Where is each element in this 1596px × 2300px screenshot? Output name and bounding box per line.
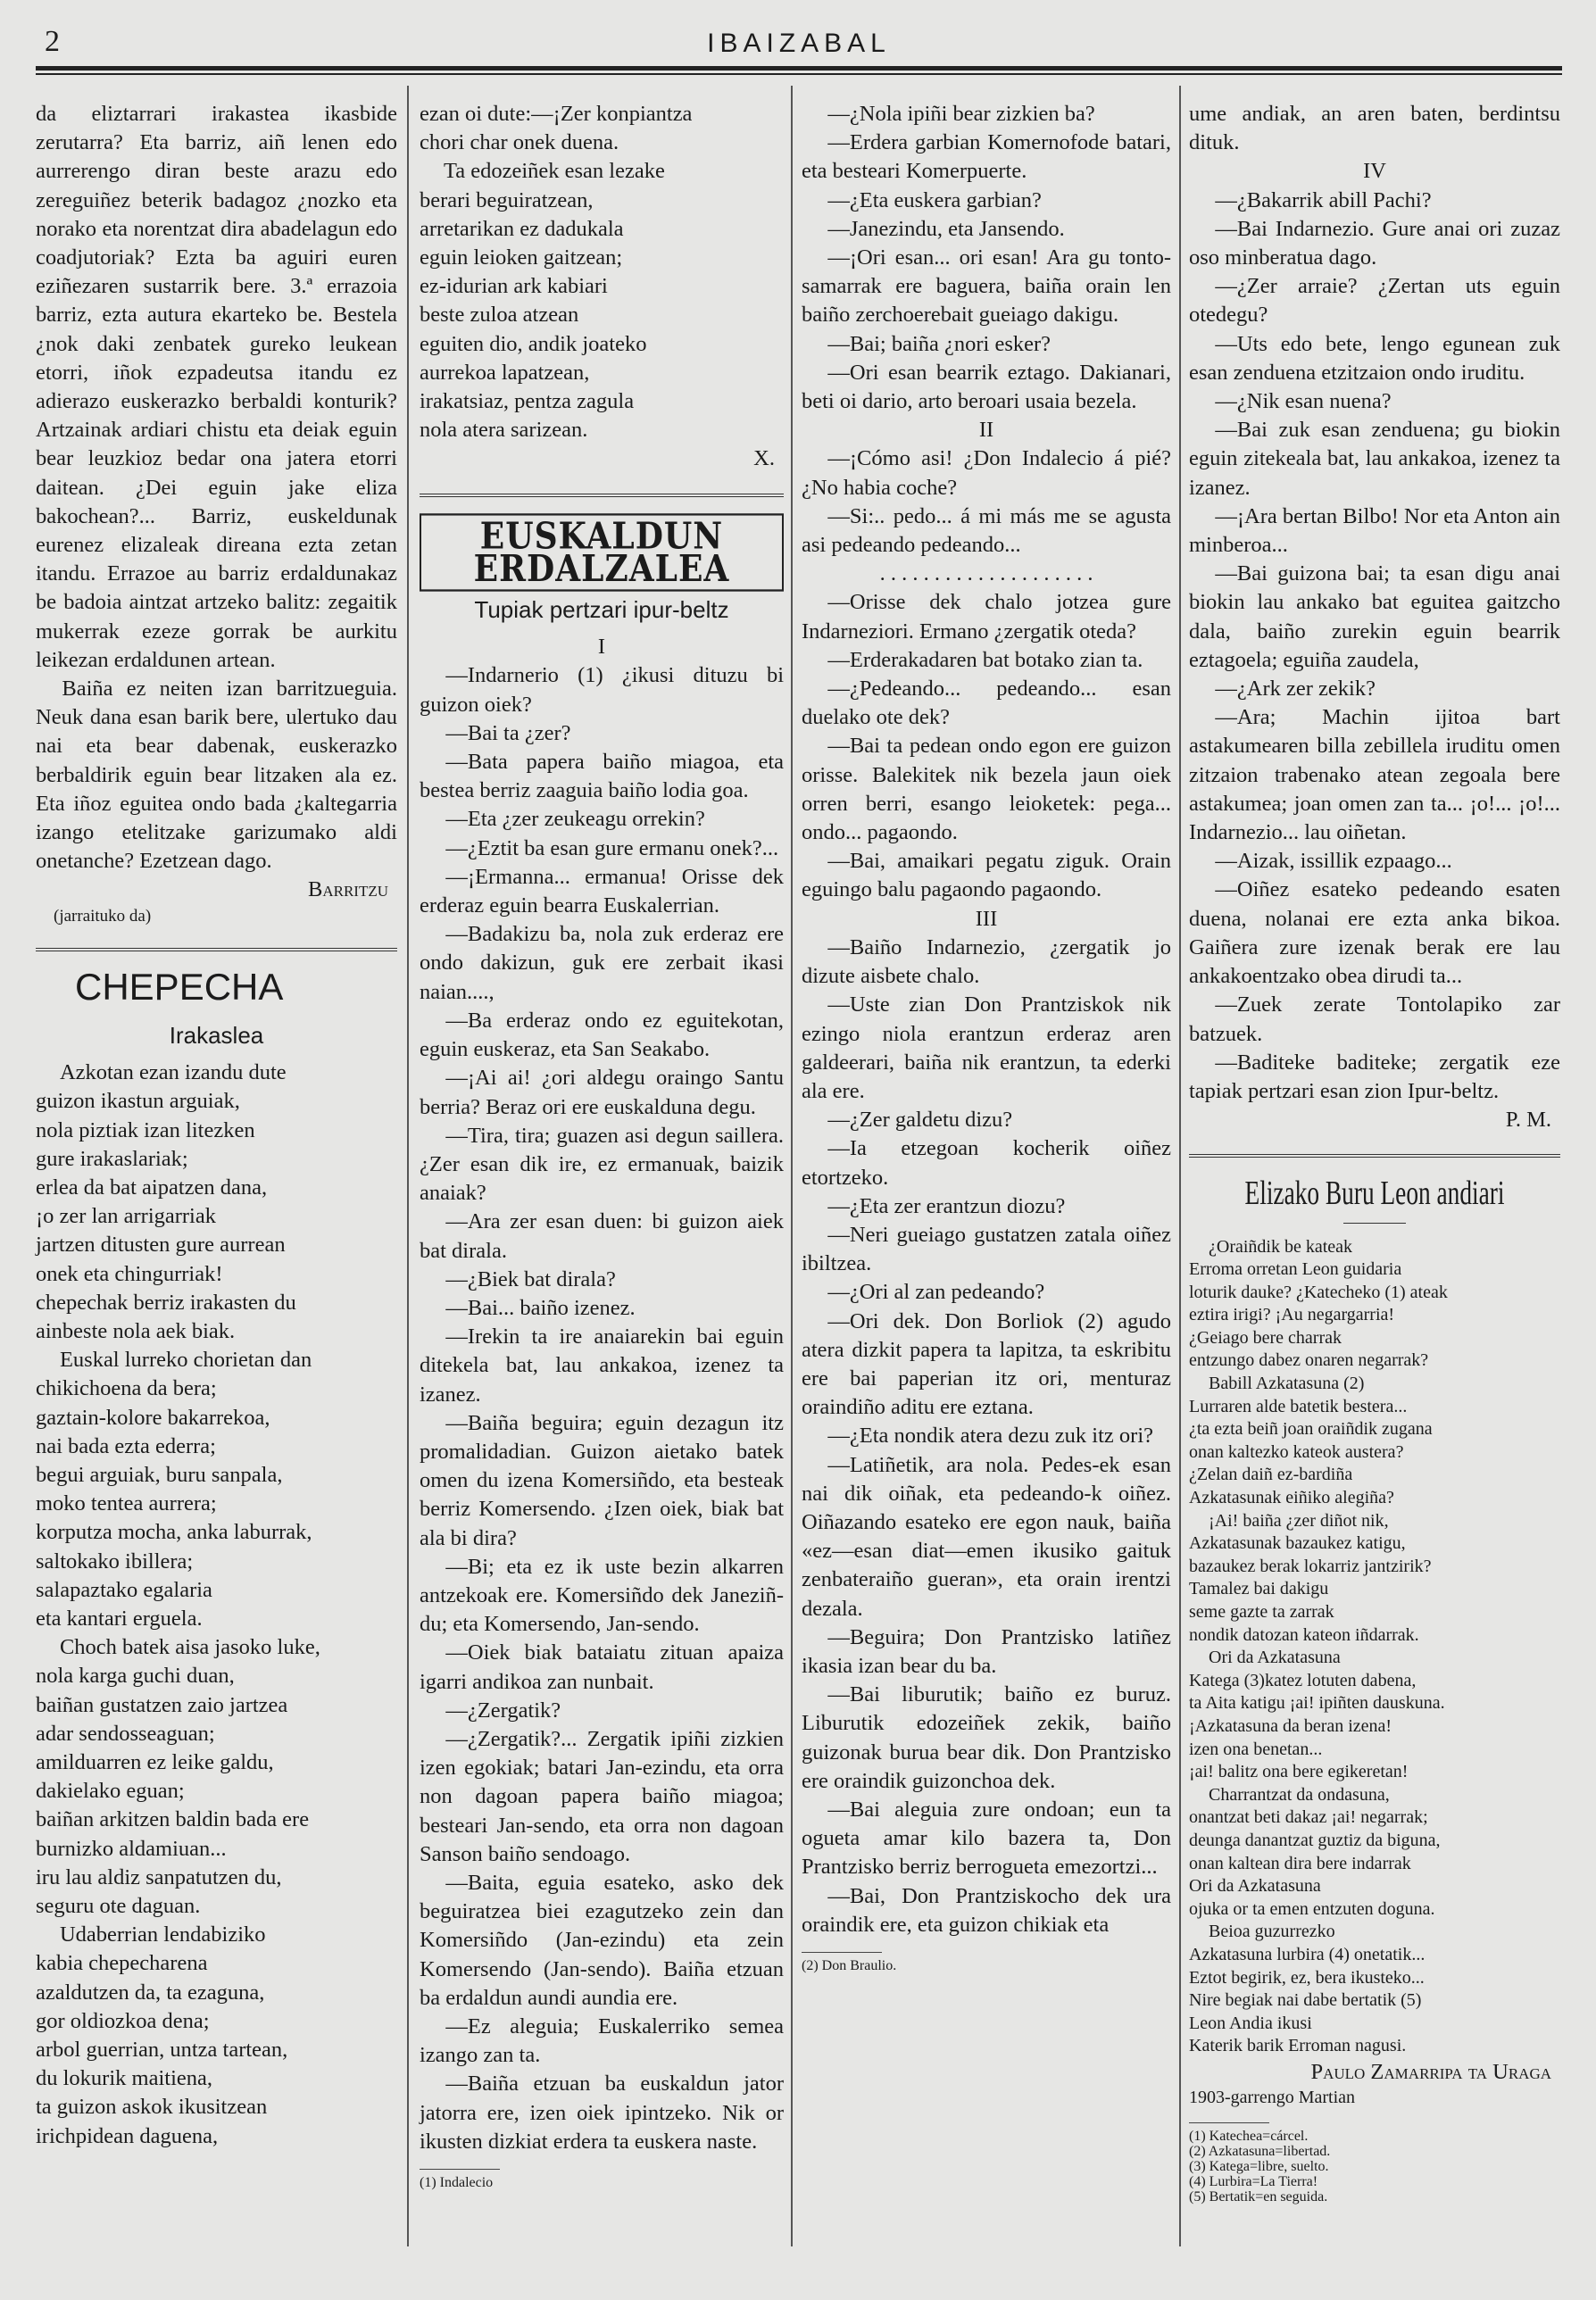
paragraph: —Ara zer esan duen: bi guizon aiek bat dirala. — [420, 1209, 784, 1263]
poem-line: ¿Oraiñdik be kateak — [1209, 1236, 1353, 1257]
paragraph: —Tira, tira; guazen asi degun saillera. ¿Zer esan dik ire, ez ermanuak, baizik anaiak? — [420, 1123, 784, 1206]
paragraph: —Baita, eguia esateko, asko dek beguiratzea biei ezagutzeko zein dan Komersiñdo (Jan-ezindu) eta zein Komersendo (Jan-sendo). Baiña etzuan ba erdaldun aundi aundia ere. — [420, 1870, 784, 2010]
poem-line: eztira irigi? ¡Au negargarria! — [1189, 1305, 1395, 1325]
paragraph: —¿Ori al zan pedeando? — [827, 1280, 1045, 1305]
poem-line: ¡o zer lan arrigarriak — [36, 1204, 216, 1229]
paragraph: —Bai, amaikari pegatu ziguk. Orain eguingo balu pagaondo pagaondo. — [802, 849, 1171, 902]
poem-line: Choch batek aisa jasoko luke, — [59, 1635, 320, 1660]
poem-line: saltokako ibillera; — [36, 1549, 194, 1573]
poem-line: Katega (3)katez lotuten dabena, — [1189, 1670, 1417, 1690]
paragraph: —Baiño Indarnezio, ¿zergatik jo dizute aisbete chalo. — [802, 934, 1171, 989]
section-number: IV — [1363, 159, 1386, 184]
poem-line: burnizko aldamiuan... — [36, 1836, 227, 1861]
poem-title: Elizako Buru Leon andiari — [1244, 1175, 1505, 1213]
section-number: I — [597, 635, 606, 660]
poem-line: arbol guerrian, untza tartean, — [36, 2038, 288, 2062]
poem-line: onan kaltezko kateok austera? — [1189, 1441, 1404, 1462]
paragraph: —¿Zer galdetu dizu? — [827, 1108, 1013, 1133]
poem-line: jartzen ditusten gure aurrean — [36, 1233, 286, 1258]
header-rule — [36, 66, 1562, 75]
paragraph: —¡Ermanna... ermanua! Orisse dek erderaz eguin bearra Euskalerrian. — [420, 864, 784, 918]
poem-line: iru lau aldiz sanpatutzen du, — [36, 1864, 282, 1889]
paragraph: —Erdera garbian Komernofode batari, eta besteari Komerpuerte. — [802, 130, 1171, 184]
poem-line: nola karga guchi duan, — [36, 1664, 235, 1689]
paragraph: —Baiña beguira; eguin dezagun itz promalidadian. Guizon aietako batek omen du izena Komersiñdo, eta besteak berriz Komersendo. ¿Izen oiek, biak bat ala bi dira? — [420, 1410, 784, 1550]
paragraph: —¿Biek bat dirala? — [445, 1266, 616, 1291]
paragraph: —Baiña etzuan ba euskaldun jator jatorra ere, izen oiek ipintzeko. Nik or ikusten dizkiat erdera ta euskera naste. — [420, 2072, 784, 2154]
column-3 — [802, 100, 1171, 1973]
paragraph: —Bai Indarnezio. Gure anai ori zuzaz oso minberatua dago. — [1189, 216, 1560, 270]
paragraph: —¿Zergatik? — [445, 1698, 561, 1723]
poem-line: eta kantari erguela. — [36, 1606, 203, 1631]
paragraph: —Janezindu, eta Jansendo. — [827, 216, 1065, 241]
poem-line: ta guizon askok ikusitzean — [36, 2095, 268, 2120]
poem-line: moko tentea aurrera; — [36, 1491, 217, 1516]
poem-line: eguiten dio, andik joateko — [420, 331, 647, 356]
poem-line: eguin leioken gaitzean; — [420, 245, 623, 270]
poem-line: onantzat beti dakaz ¡ai! negarrak; — [1189, 1807, 1428, 1828]
footnote: (3) Katega=libre, suelto. — [1189, 2158, 1329, 2174]
poem-line: ta Aita katigu ¡ai! ipiñten dauskuna. — [1189, 1693, 1445, 1714]
poem-line: ¿Geiago bere charrak — [1189, 1327, 1342, 1348]
poem-line: begui arguiak, buru sanpala, — [36, 1462, 283, 1487]
footnote: (1) Indalecio — [420, 2175, 494, 2191]
poem-line: Leon Andia ikusi — [1189, 2013, 1312, 2033]
paragraph: —Beguira; Don Prantzisko latiñez ikasia izan bear du ba. — [802, 1624, 1171, 1678]
poem-line: nai bada ezta ederra; — [36, 1433, 216, 1458]
poem-line: baiñan gustatzen zaio jartzea — [36, 1692, 288, 1717]
article-subtitle: Irakaslea — [169, 1021, 264, 1049]
paragraph: —¿Nik esan nuena? — [1215, 389, 1392, 414]
paragraph: —¿Eta nondik atera dezu zuk itz ori? — [827, 1424, 1154, 1449]
divider — [1343, 1223, 1406, 1224]
paragraph: —Bai zuk esan zenduena; gu biokin eguin zitekeala bat, lau ankakoa, izenez ta izanez. — [1189, 418, 1560, 500]
poem-line: Erroma orretan Leon guidaria — [1189, 1259, 1402, 1280]
ellipsis-line: . . . . . . . . . . . . . . . . . . . . — [879, 561, 1093, 586]
paragraph: —¿Zergatik?... Zergatik ipiñi zizkien izen egokiak; batari Jan-ezindu, eta orra non dagoan papera baiño miagoa; besteari Jan-sendo, eta orra non dagoan Sanson baiño sendoago. — [420, 1726, 784, 1866]
poem-line: Eztot begirik, ez, bera ikusteko... — [1189, 1967, 1425, 1988]
poem-line: dakielako eguan; — [36, 1779, 185, 1804]
column-1 — [36, 100, 397, 2151]
paragraph: —¡Ori esan... ori esan! Ara gu tonto-samarrak ere baguera, baiña orain len baiño zerchoerebait gueiago dakigu. — [802, 245, 1171, 328]
poem-line: chori char onek duena. — [420, 130, 619, 155]
poem-line: adar sendosseaguan; — [36, 1721, 215, 1746]
paragraph: —¿Bakarrik abill Pachi? — [1215, 187, 1432, 212]
poem-line: irichpidean daguena, — [36, 2123, 219, 2148]
poem-line: entzungo dabez onaren negarrak? — [1189, 1350, 1429, 1371]
paragraph: da eliztarrari irakastea ikasbide zerutarra? Eta barriz, aiñ lenen edo aurrerengo diran beste arazu edo zereguiñez beterik badagoz ¿nozko eta norako eta norentzat dira abadelagun edo coadjutoriak? Ezta ba aguiri euren eziñezaren sustarrik bere. 3.ª errazoia barriz, ezta autura ekarteko be. Bestela ¿nok daki zenbatek gureko leukean etorri, iñok ezpadeutsa itandu ez adierazo euskerazko berbaldi konturik? Artzainak ardiari chistu eta deiak eguin bear leuzkioz bedar ona jatera etorri daitean. ¿Dei eguin jake eliza bakochean?... Barriz, euskeldunak eurenez elizaleak direana ezta zetan itandu. Errazoe au barriz erdaldunakaz be badoia aintzat artzeko balitz: zegaitik mukerrak ezeze gorrak be aurkitu leikezan erdaldunen artean. — [36, 102, 397, 672]
footnote: (1) Katechea=cárcel. — [1189, 2128, 1309, 2144]
poem-line: amilduarren ez leike galdu, — [36, 1749, 274, 1774]
paragraph: —¡Ara bertan Bilbo! Nor eta Anton ain minberoa... — [1189, 503, 1560, 558]
paragraph: —Bai ta ¿zer? — [445, 720, 571, 745]
paragraph: —Bai guizona bai; ta esan digu anai biokin lau ankako bat eguitea gaitzcho dala, baiño zurekin eguin bearrik eztagoela; eguiña zaudela, — [1189, 561, 1560, 672]
paragraph: —Bi; eta ez ik uste bezin alkarren antzekoak ere. Komersiñdo dek Janeziñ-du; eta Komersendo, Jan-sendo. — [420, 1554, 784, 1637]
poem-line: Ori da Azkatasuna — [1209, 1648, 1341, 1668]
note: (jarraituko da) — [54, 906, 152, 926]
paragraph: —Ia etzegoan kocherik oiñez etortzeko. — [802, 1136, 1171, 1190]
paragraph: —Orisse dek chalo jotzea gure Indarneziori. Ermano ¿zergatik oteda? — [802, 590, 1171, 644]
paragraph: —Irekin ta ire anaiarekin bai eguin ditekela bat, lau ankakoa, izenez ta izanez. — [420, 1324, 784, 1407]
paragraph: —¡Cómo asi! ¿Don Indalecio á pié? ¿No habia coche? — [802, 446, 1171, 500]
masthead: IBAIZABAL — [707, 29, 891, 58]
poem-line: gure irakaslariak; — [36, 1146, 188, 1171]
poem-line: arretarikan ez dadukala — [420, 216, 624, 241]
poem-line: Azkatasunak bazaukez katigu, — [1189, 1533, 1406, 1554]
footnote: (2) Azkatasuna=libertad. — [1189, 2143, 1331, 2159]
paragraph: —Neri gueiago gustatzen zatala oiñez ibiltzea. — [802, 1222, 1171, 1276]
signature: X. — [753, 446, 775, 471]
paragraph: —Bai; baiña ¿nori esker? — [827, 331, 1052, 356]
poem-line: ¡Ai! baiña ¿zer diñot nik, — [1209, 1510, 1389, 1531]
paragraph: —Uste zian Don Prantziskok nik ezingo niola erantzun erderaz aren galdeerari, baiña nik erantzun, ta ederki ala ere. — [802, 992, 1171, 1103]
poem-line: 1903-garrengo Martian — [1189, 2088, 1356, 2108]
section-number: II — [978, 418, 994, 443]
paragraph: —Ez aleguia; Euskalerriko semea izango zan ta. — [420, 2014, 784, 2068]
footnote: (2) Don Braulio. — [802, 1958, 897, 1973]
poem-line: aurrekoa lapatzean, — [420, 360, 590, 385]
signature: Barritzu — [307, 877, 388, 902]
paragraph: ume andiak, an aren baten, berdintsu dituk. — [1189, 102, 1560, 155]
poem-line: onek eta chingurriak! — [36, 1261, 223, 1286]
poem-line: nola atera sarizean. — [420, 418, 588, 443]
poem-line: Katerik barik Erroman nagusi. — [1189, 2036, 1407, 2056]
article-title: EUSKALDUN ERDALZALEA — [420, 513, 784, 592]
paragraph: —Bai liburutik; baiño ez buruz. Liburutik edozeiñek zekik, baiño guizonak burua bear dik. Don Prantzisko ere oraindik guizonchoa dek. — [802, 1682, 1171, 1793]
paragraph: —Oiek biak bataiatu zituan apaiza igarri andikoa zan nunbait. — [420, 1640, 784, 1694]
poem-line: chepechak berriz irakasten du — [36, 1290, 296, 1315]
paragraph: —¡Ai ai! ¿ori aldegu oraingo Santu berria? Beraz ori ere euskalduna degu. — [420, 1066, 784, 1119]
poem-line: berari beguiratzean, — [420, 187, 594, 212]
paragraph: —¿Nola ipiñi bear zizkien ba? — [827, 102, 1095, 126]
poem-line: azaldutzen da, ta ezaguna, — [36, 1980, 265, 2005]
poem-line: chikichoena da bera; — [36, 1376, 217, 1401]
footnote-rule — [1189, 2122, 1269, 2123]
column-divider — [791, 86, 793, 2246]
poem-line: kabia chepecharena — [36, 1951, 208, 1976]
poem-line: salapaztako egalaria — [36, 1577, 212, 1602]
footnote-rule — [802, 1952, 882, 1953]
poem-line: beste zuloa atzean — [420, 303, 579, 328]
section-number: III — [975, 906, 998, 931]
paragraph: —Aizak, issillik ezpaago... — [1215, 849, 1452, 874]
paragraph: —¿Pedeando... pedeando... esan duelako ote dek? — [802, 677, 1171, 730]
poem-line: gaztain-kolore bakarrekoa, — [36, 1405, 270, 1430]
divider — [1189, 1154, 1560, 1158]
paragraph: —¿Eta zer erantzun diozu? — [827, 1193, 1066, 1218]
page-header — [36, 25, 1562, 61]
column-2 — [420, 100, 784, 2190]
poem-line: deunga danantzat guztiz da biguna, — [1189, 1830, 1441, 1850]
paragraph: —Ba erderaz ondo ez eguitekotan, eguin euskeraz, eta San Seakabo. — [420, 1008, 784, 1062]
poem-line: seme gazte ta zarrak — [1189, 1602, 1334, 1623]
poem-line: seguru ote daguan. — [36, 1893, 201, 1918]
article-subtitle: Tupiak pertzari ipur-beltz — [474, 596, 729, 624]
paragraph: —Si:.. pedo... á mi más me se agusta asi pedeando pedeando... — [802, 503, 1171, 558]
poem-line: Udaberrian lendabiziko — [59, 1922, 266, 1947]
poem-line: Tamalez bai dakigu — [1189, 1579, 1329, 1599]
poem-line: ez-idurian ark kabiari — [420, 274, 608, 299]
paragraph: —Badakizu ba, nola zuk erderaz ere ondo dakizun, guk ere zerbait ikasi naian...., — [420, 922, 784, 1004]
footnote: (5) Bertatik=en seguida. — [1189, 2188, 1328, 2205]
paragraph: —¿Ark zer zekik? — [1215, 677, 1376, 702]
paragraph: —Baditeke baditeke; zergatik eze tapiak pertzari esan zion Ipur-beltz. — [1189, 1050, 1560, 1103]
signature: P. M. — [1505, 1108, 1551, 1133]
poem-line: Charrantzat da ondasuna, — [1209, 1784, 1390, 1805]
paragraph: —Oiñez esateko pedeando esaten duena, nolanai ere ezta anka bikoa. Gaiñera zure izenak berak ere lau ankakoentzako obea dirudi ta... — [1189, 877, 1560, 989]
poem-line: ¿ta ezta beiñ joan oraiñdik zugana — [1189, 1419, 1433, 1440]
column-4 — [1189, 100, 1560, 2205]
paragraph: —Uts edo bete, lengo egunean zuk esan zenduena etzitzaion ondo iruditu. — [1189, 331, 1560, 385]
paragraph: Baiña ez neiten izan barritzueguia. Neuk dana esan barik bere, ulertuko dau nai eta bear dabenak, euskerazko berbaldirik eguin bear litzaken ala ez. Eta iñoz eguitea ondo bada ¿kaltegarria izango etelitzake garizumako aldi onetanche? Ezetzean dago. — [36, 677, 397, 874]
page-number: 2 — [45, 25, 60, 58]
divider — [36, 948, 397, 951]
poem-line: baiñan arkitzen baldin bada ere — [36, 1807, 310, 1832]
poem-line: ¡ai! balitz ona bere egikeretan! — [1189, 1762, 1409, 1782]
poem-line: gor oldiozkoa dena; — [36, 2008, 210, 2033]
paragraph: —Bai aleguia zure ondoan; eun ta ogueta amar kilo bazera ta, Don Prantzisko berriz berrogueta emezortzi... — [802, 1797, 1171, 1880]
paragraph: —Latiñetik, ara nola. Pedes-ek esan nai dik oiñak, eta pedeando-k oiñez. Oiñazando esateko ere egon nauk, baiña «ez—esan diat—emen ikusiko gaituk zenbateraiño gueran», eta orain irentzi dezala. — [802, 1452, 1171, 1621]
paragraph: —¿Eta euskera garbian? — [827, 187, 1042, 212]
poem-line: ezan oi dute:—¡Zer konpiantza — [420, 102, 693, 126]
poem-line: onan kaltean dira bere indarrak — [1189, 1853, 1411, 1873]
poem-line: Azkatasuna lurbira (4) onetatik... — [1189, 1944, 1426, 1964]
poem-line: nondik datozan kateon iñdarrak. — [1189, 1624, 1419, 1645]
poem-line: nola piztiak izan litezken — [36, 1117, 255, 1142]
paragraph: —¿Eztit ba esan gure ermanu onek?... — [445, 835, 779, 860]
poem-line: ojuka or ta emen entzuten doguna. — [1189, 1898, 1435, 1919]
paragraph: —Bata papera baiño miagoa, eta bestea berriz zaaguia baiño lodia goa. — [420, 750, 784, 803]
paragraph: —Eta ¿zer zeukeagu orrekin? — [445, 807, 705, 832]
poem-line: erlea da bat aipatzen dana, — [36, 1175, 268, 1200]
footnote-rule — [420, 2169, 500, 2170]
poem-line: irakatsiaz, pentza zagula — [420, 389, 635, 414]
poem-line: du lokurik maitiena, — [36, 2066, 212, 2091]
paragraph: —Ori esan bearrik eztago. Dakianari, beti oi dario, arto beroari usaia bezela. — [802, 360, 1171, 414]
poem-line: guizon ikastun arguiak, — [36, 1089, 240, 1114]
poem-line: Nire begiak nai dabe bertatik (5) — [1189, 1990, 1422, 2011]
article-title: CHEPECHA — [75, 965, 284, 1008]
paragraph: —Indarnerio (1) ¿ikusi dituzu bi guizon oiek? — [420, 663, 784, 717]
divider — [420, 494, 784, 497]
poem-line: Ori da Azkatasuna — [1189, 1876, 1321, 1897]
poem-line: bazaukez berak lokarriz jantzirik? — [1189, 1556, 1432, 1576]
poem-line: Lurraren alde batetik bestera... — [1189, 1396, 1408, 1416]
poem-line: Azkotan ezan izandu dute — [59, 1060, 287, 1085]
poem-line: ¡Azkatasuna da beran izena! — [1189, 1715, 1392, 1736]
poem-line: ainbeste nola aek biak. — [36, 1318, 236, 1343]
poem-line: loturik dauke? ¿Katecheko (1) ateak — [1189, 1282, 1448, 1302]
paragraph: —Bai ta pedean ondo egon ere guizon orisse. Balekitek nik bezela jaun oiek orren berri, esango leioketek: pega... ondo... pagaondo. — [802, 734, 1171, 845]
column-divider — [407, 86, 409, 2246]
footnote: (4) Lurbira=La Tierra! — [1189, 2173, 1318, 2189]
poem-line: Azkatasunak eiñiko alegiña? — [1189, 1488, 1394, 1508]
poem-line: Babill Azkatasuna (2) — [1209, 1374, 1365, 1394]
poem-line: Ta edozeiñek esan lezake — [443, 159, 665, 184]
paragraph: —¿Zer arraie? ¿Zertan uts eguin otedegu? — [1189, 274, 1560, 328]
poem-line: ¿Zelan daiñ ez-bardiña — [1189, 1465, 1353, 1485]
signature: Paulo Zamarripa ta Uraga — [1310, 2059, 1551, 2084]
paragraph: —Bai, Don Prantziskocho dek ura oraindik ere, eta guizon chikiak eta — [802, 1883, 1171, 1937]
paragraph: —Erderakadaren bat botako zian ta. — [827, 647, 1143, 672]
poem-line: korputza mocha, anka laburrak, — [36, 1520, 312, 1545]
paragraph: —Ori dek. Don Borliok (2) agudo atera dizkit papera ta lapitza, ta eskribitu ere bai paperian itz ori, menturaz oraindiño aditu ere eztana. — [802, 1308, 1171, 1420]
paragraph: —Ara; Machin ijitoa bart astakumearen billa zebillela iruditu omen zitzaion trabenako atean zegoala bere astakumea; joan omen zan ta... ¡o!... ¡o!... Indarnezio... lau oiñetan. — [1189, 705, 1560, 845]
paragraph: —Bai... baiño izenez. — [445, 1295, 636, 1320]
poem-line: Euskal lurreko chorietan dan — [59, 1348, 312, 1373]
column-divider — [1179, 86, 1181, 2246]
poem-line: izen ona benetan... — [1189, 1739, 1323, 1759]
paragraph: —Zuek zerate Tontolapiko zar batzuek. — [1189, 992, 1560, 1046]
poem-line: Beioa guzurrezko — [1209, 1922, 1335, 1942]
